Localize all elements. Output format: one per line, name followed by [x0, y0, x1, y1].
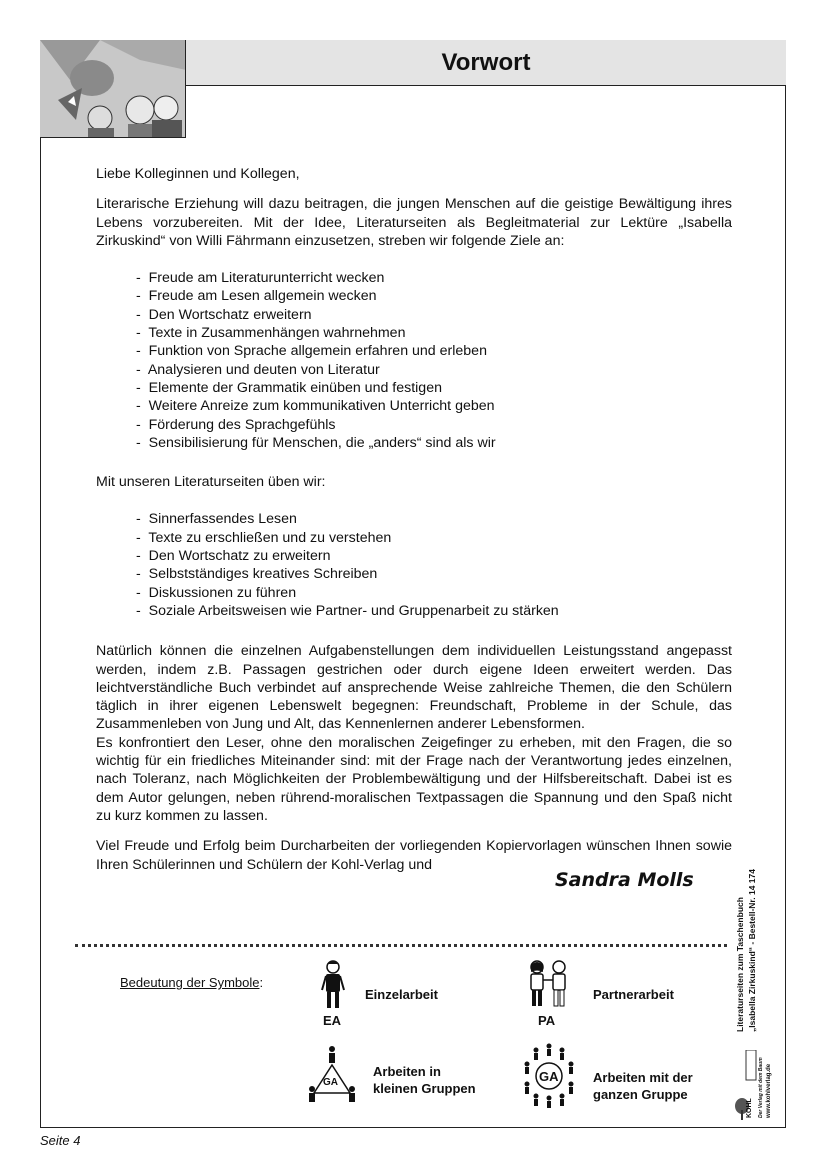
list-item: - Sensibilisierung für Menschen, die „anders“ sind als wir: [136, 434, 732, 452]
list-item: - Sinnerfassendes Lesen: [136, 510, 732, 528]
whole-group-label-line1: Arbeiten mit der: [593, 1070, 693, 1085]
whole-group-label: [593, 1069, 693, 1103]
dotted-divider: [75, 944, 727, 947]
signature: Sandra Molls: [555, 869, 694, 891]
header-illustration: [40, 40, 186, 138]
sidebar-imprint: [734, 832, 786, 1124]
list-item: - Selbstständiges kreatives Schreiben: [136, 565, 732, 583]
foreword-body: [96, 165, 732, 885]
title-bar: [186, 40, 786, 86]
page-title: Vorwort: [441, 48, 531, 76]
list-item: - Den Wortschatz zu erweitern: [136, 547, 732, 565]
greeting: Liebe Kolleginnen und Kollegen,: [96, 166, 300, 182]
whole-group-label-line2: ganzen Gruppe: [593, 1087, 688, 1102]
sidebar-line1: Literaturseiten zum Taschenbuch: [735, 897, 745, 1032]
ea-abbr: EA: [323, 1013, 342, 1028]
pair-icon: [526, 960, 570, 1012]
list-item: - Freude am Lesen allgemein wecken: [136, 287, 732, 305]
publisher-slogan: Der Verlag mit dem Baum: [758, 1057, 764, 1118]
pa-abbr: PA: [538, 1013, 556, 1028]
symbols-heading-text: Bedeutung der Symbole: [120, 975, 260, 990]
list-item: - Soziale Arbeitsweisen wie Partner- und Gruppenarbeit zu stärken: [136, 602, 732, 620]
list-item: - Funktion von Sprache allgemein erfahren und erleben: [136, 342, 732, 360]
ea-label: Einzelarbeit: [365, 987, 438, 1002]
list-item: - Texte zu erschließen und zu verstehen: [136, 529, 732, 547]
list-item: - Weitere Anreize zum kommunikativen Unterricht geben: [136, 397, 732, 415]
intro-paragraph: Literarische Erziehung will dazu beitragen, die jungen Menschen auf die geistige Bewältigung ihres Lebens vorzubereiten. Mit der Idee, Literaturseiten als Begleitmaterial zur Lektüre „Isabella Zirkuskind“ von Willi Fährmann einzusetzen, streben wir folgende Ziele an:: [96, 196, 732, 249]
small-group-label-line1: Arbeiten in: [373, 1064, 441, 1079]
page-number: Seite 4: [40, 1133, 81, 1148]
paragraph-author: Es konfrontiert den Leser, ohne den moralischen Zeigefinger zu erheben, mit den Fragen, die so wichtig für ein friedliches Miteinander sind: mit der Frage nach der Verantwortung jedes einzelnen, nach Toleranz, nach Möglichkeiten der Problembewältigung und der Hilfsbereitschaft. Dabei ist es dem Autor gelungen, neben rührend-moralischen Textpassagen die Spannung und den Spaß nicht zu kurz kommen zu lassen.: [96, 734, 732, 824]
symbols-heading: [120, 975, 263, 990]
small-group-icon: [306, 1045, 358, 1103]
small-group-label: [373, 1063, 476, 1097]
small-group-abbr: GA: [323, 1077, 338, 1088]
publisher-name: KOHL: [746, 1098, 753, 1118]
symbols-heading-suffix: :: [259, 975, 264, 990]
list-item: - Analysieren und deuten von Literatur: [136, 361, 732, 379]
practice-intro: Mit unseren Literaturseiten üben wir:: [96, 474, 326, 491]
publisher-url: www.kohlverlag.de: [766, 1063, 772, 1118]
pa-label: Partnerarbeit: [593, 987, 674, 1002]
practice-list: [96, 510, 732, 620]
list-item: - Elemente der Grammatik einüben und festigen: [136, 379, 732, 397]
whole-group-abbr: GA: [539, 1069, 559, 1084]
paragraph-themes: Natürlich können die einzelnen Aufgabenstellungen dem individuellen Leistungsstand angepasst werden, indem z.B. Passagen gestrichen oder durch eigene Ideen erweitert werden. Das leichtverständliche Buch verbindet auf ansprechende Weise zahlreiche Themen, die den Schülern täglich in ihrer eigenen Lebenswelt begegnen: Freundschaft, Probleme in der Schule, das Zusammenleben von Jung und Alt, das Kennenlernen anderer Lebensformen.: [96, 643, 732, 733]
list-item: - Texte in Zusammenhängen wahrnehmen: [136, 324, 732, 342]
circus-illustration: [40, 40, 186, 138]
goals-list: [96, 269, 732, 452]
sidebar-line2: „Isabella Zirkuskind“ - Bestell-Nr. 14 174: [747, 869, 757, 1032]
list-item: - Diskussionen zu führen: [136, 584, 732, 602]
list-item: - Den Wortschatz erweitern: [136, 306, 732, 324]
small-group-label-line2: kleinen Gruppen: [373, 1081, 476, 1096]
list-item: - Förderung des Sprachgefühls: [136, 416, 732, 434]
list-item: - Freude am Literaturunterricht wecken: [136, 269, 732, 287]
single-person-icon: [320, 960, 346, 1012]
closing-paragraph: Viel Freude und Erfolg beim Durcharbeiten der vorliegenden Kopiervorlagen wünschen Ihnen sowie Ihren Schülerinnen und Schülern der Kohl-Verlag und: [96, 838, 732, 873]
